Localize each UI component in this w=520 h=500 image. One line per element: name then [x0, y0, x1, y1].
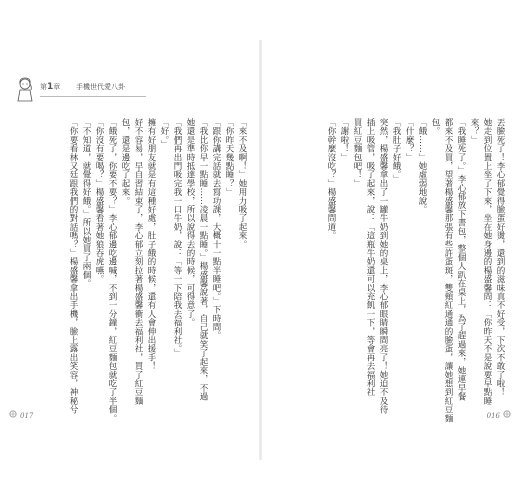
- chapter-header: [14, 76, 134, 102]
- text-line: 「我們再出門吸完我一口牛奶，說：「等一下陪我去福利社。」: [172, 118, 182, 358]
- text-line: 她還是準時抵達學校，所以說得去的時候，可得意了。: [185, 118, 195, 327]
- text-line: 「謝啦！」: [339, 118, 349, 162]
- chapter-prefix: 第: [40, 83, 47, 91]
- text-line: 買紅豆麵包吧！」: [352, 118, 362, 188]
- text-line: 「不知道，就覺得好餓。」所以她買了兩個。: [81, 118, 91, 288]
- chapter-label: [40, 82, 60, 92]
- text-line: 插上吸管，吸了起來，說：「這瓶牛奶還可以充飢一下，等會再去福利社: [365, 118, 375, 397]
- text-line: 「你沒有要喝？」楊盛馨看著她狼吞虎嚥。: [94, 118, 104, 284]
- text-line: 擁有好朋友就是有這種好處，肚子餓的時候，還有人會伸出援手！: [146, 118, 156, 371]
- text-line: 「跟你講完話就去寫功課，大概十一點半睡吧。」下時間。: [211, 118, 221, 340]
- text-line: 來？」: [469, 118, 479, 145]
- page-number-left: 017: [20, 412, 34, 420]
- text-line: 「你要看林又廷跟我們的對話嗎？」楊盛馨拿出手機，臉上露出笑容，神秘兮: [68, 118, 78, 414]
- text-line: 「我睡死了。」李心郁放下書包，整個人趴在桌上，為了趕過來，她連早餐: [456, 118, 466, 401]
- text-line: 「我比你早一點睡……凌晨一點睡。」楊盛馨說著，自己就笑了起來，不過: [198, 118, 208, 401]
- chapter-number: 1: [47, 82, 54, 92]
- chapter-suffix: 章: [53, 83, 61, 91]
- left-page-text: [66, 118, 248, 423]
- text-line: 「來不及啊！」她用力吸了起來。: [237, 118, 247, 249]
- text-line: 「什麼？」: [404, 118, 414, 162]
- text-line: 包。: [430, 118, 440, 136]
- text-line: 丟臉死了！李心郁覺得臉蛋好燙，還到的滋味真不好受，下次不敢了啦！: [495, 118, 505, 397]
- page-number-right: 016: [486, 412, 500, 420]
- text-line: 她走到位置上坐了下來，坐在她身邊的楊盛馨問：「你昨天不是說要早點睡: [482, 118, 492, 406]
- folio-ornament-icon: [502, 409, 512, 419]
- girl-illustration-icon: [14, 76, 36, 102]
- text-line: 「餓死了，你要不要？」李心郁邊吃邊喊，不到一分鐘，紅豆麵包就吃了半個。: [107, 118, 117, 423]
- text-line: 突然，楊盛馨拿出了一罐牛奶到她的桌上，李心郁眼睛瞬間亮了！她迫不及待: [378, 118, 388, 414]
- text-line: 都來不及買，望著楊盛馨那張有些許蛋斑，雙頰紅通通的臉蛋，讓她想到紅豆麵: [443, 118, 453, 423]
- text-line: 「我肚子好餓。」: [391, 118, 401, 184]
- text-line: 「餓……」她虛弱地說。: [417, 118, 427, 214]
- text-line: 好不容易，早自習結束了，李心郁立刻拉著楊盛馨衝去福利社，買了紅豆麵: [133, 118, 143, 406]
- right-page: [262, 0, 520, 500]
- text-line: 「你幹麼沒吃？」楊盛馨問道。: [326, 118, 336, 240]
- chapter-title: 手機世代愛八卦: [76, 83, 125, 91]
- text-line: 「好。」: [159, 118, 169, 149]
- text-line: 「你昨天幾點睡？」: [224, 118, 234, 197]
- folio-ornament-icon: [8, 409, 18, 419]
- header-rule: [40, 96, 146, 97]
- right-page-text: [324, 118, 506, 423]
- text-line: 包，還是邊吃了起來。: [120, 118, 130, 205]
